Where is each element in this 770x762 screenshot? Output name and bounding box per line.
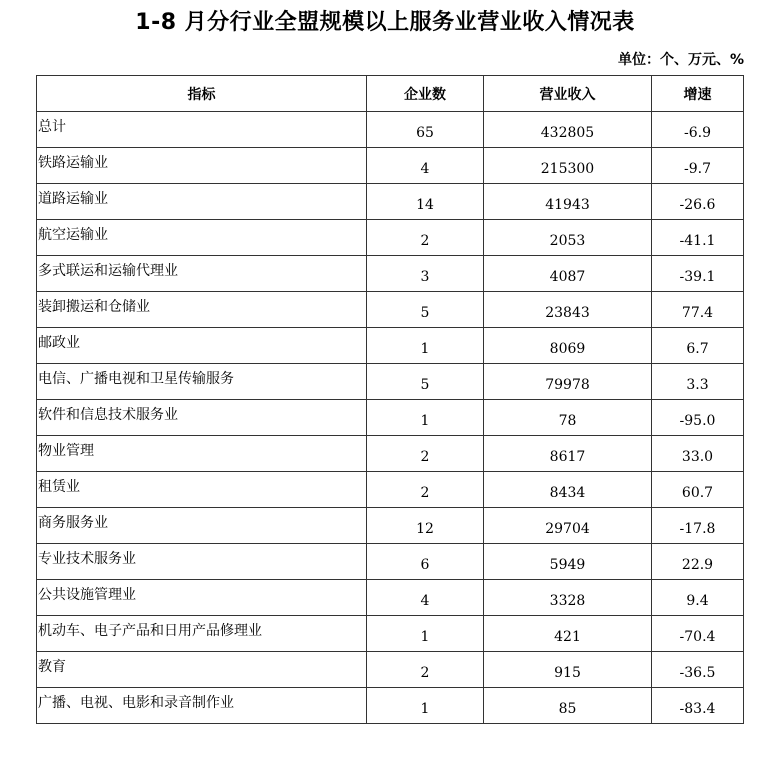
row-growth-cell: -36.5 [652, 652, 744, 688]
row-count-cell: 14 [367, 184, 484, 220]
table-row [37, 112, 744, 148]
page-title: 1-8 月分行业全盟规模以上服务业营业收入情况表 [135, 10, 635, 35]
header-row [37, 76, 744, 112]
row-name-cell: 物业管理 [37, 436, 367, 472]
row-name-cell: 航空运输业 [37, 220, 367, 256]
row-count-cell: 5 [367, 292, 484, 328]
row-name-cell: 专业技术服务业 [37, 544, 367, 580]
row-count-cell: 5 [367, 364, 484, 400]
row-revenue-cell: 432805 [484, 112, 652, 148]
table-row [37, 256, 744, 292]
row-revenue-cell: 215300 [484, 148, 652, 184]
unit-label: 单位：个、万元、% [617, 52, 744, 68]
row-revenue-cell: 29704 [484, 508, 652, 544]
table-row [37, 400, 744, 436]
row-revenue-cell: 8069 [484, 328, 652, 364]
row-revenue-cell: 8617 [484, 436, 652, 472]
row-count-cell: 65 [367, 112, 484, 148]
row-name-cell: 装卸搬运和仓储业 [37, 292, 367, 328]
table-row [37, 220, 744, 256]
row-growth-cell: -17.8 [652, 508, 744, 544]
row-growth-cell: -70.4 [652, 616, 744, 652]
table-body [37, 112, 744, 724]
row-count-cell: 1 [367, 328, 484, 364]
row-count-cell: 3 [367, 256, 484, 292]
row-name-cell: 总计 [37, 112, 367, 148]
row-growth-cell: 77.4 [652, 292, 744, 328]
row-name-cell: 商务服务业 [37, 508, 367, 544]
row-revenue-cell: 85 [484, 688, 652, 724]
row-name-cell: 软件和信息技术服务业 [37, 400, 367, 436]
row-revenue-cell: 421 [484, 616, 652, 652]
row-growth-cell: 60.7 [652, 472, 744, 508]
row-revenue-cell: 915 [484, 652, 652, 688]
table-row [37, 328, 744, 364]
row-growth-cell: -26.6 [652, 184, 744, 220]
table-row [37, 544, 744, 580]
row-name-cell: 广播、电视、电影和录音制作业 [37, 688, 367, 724]
header-revenue: 营业收入 [484, 76, 652, 112]
row-revenue-cell: 79978 [484, 364, 652, 400]
row-revenue-cell: 78 [484, 400, 652, 436]
row-count-cell: 4 [367, 580, 484, 616]
row-growth-cell: -83.4 [652, 688, 744, 724]
row-name-cell: 租赁业 [37, 472, 367, 508]
row-growth-cell: 22.9 [652, 544, 744, 580]
table-row [37, 688, 744, 724]
row-count-cell: 2 [367, 652, 484, 688]
row-count-cell: 4 [367, 148, 484, 184]
row-count-cell: 2 [367, 220, 484, 256]
row-name-cell: 多式联运和运输代理业 [37, 256, 367, 292]
table-row [37, 652, 744, 688]
row-growth-cell: 6.7 [652, 328, 744, 364]
table-row [37, 364, 744, 400]
row-growth-cell: -41.1 [652, 220, 744, 256]
row-revenue-cell: 3328 [484, 580, 652, 616]
row-name-cell: 邮政业 [37, 328, 367, 364]
row-revenue-cell: 23843 [484, 292, 652, 328]
row-growth-cell: 33.0 [652, 436, 744, 472]
header-company-count: 企业数 [367, 76, 484, 112]
table-row [37, 508, 744, 544]
row-revenue-cell: 2053 [484, 220, 652, 256]
row-count-cell: 2 [367, 472, 484, 508]
row-count-cell: 1 [367, 400, 484, 436]
row-revenue-cell: 8434 [484, 472, 652, 508]
row-name-cell: 道路运输业 [37, 184, 367, 220]
row-growth-cell: -6.9 [652, 112, 744, 148]
row-revenue-cell: 41943 [484, 184, 652, 220]
row-growth-cell: 9.4 [652, 580, 744, 616]
row-name-cell: 机动车、电子产品和日用产品修理业 [37, 616, 367, 652]
header-growth: 增速 [652, 76, 744, 112]
table-row [37, 292, 744, 328]
row-growth-cell: -39.1 [652, 256, 744, 292]
table-row [37, 472, 744, 508]
table-row [37, 148, 744, 184]
row-name-cell: 铁路运输业 [37, 148, 367, 184]
row-growth-cell: -95.0 [652, 400, 744, 436]
revenue-table [36, 75, 744, 724]
table-row [37, 184, 744, 220]
row-growth-cell: 3.3 [652, 364, 744, 400]
row-count-cell: 6 [367, 544, 484, 580]
table-row [37, 580, 744, 616]
table-row [37, 616, 744, 652]
row-revenue-cell: 4087 [484, 256, 652, 292]
row-name-cell: 公共设施管理业 [37, 580, 367, 616]
row-name-cell: 教育 [37, 652, 367, 688]
row-count-cell: 12 [367, 508, 484, 544]
row-growth-cell: -9.7 [652, 148, 744, 184]
row-revenue-cell: 5949 [484, 544, 652, 580]
header-indicator: 指标 [37, 76, 367, 112]
row-name-cell: 电信、广播电视和卫星传输服务 [37, 364, 367, 400]
row-count-cell: 1 [367, 688, 484, 724]
table-header [37, 76, 744, 112]
row-count-cell: 2 [367, 436, 484, 472]
row-count-cell: 1 [367, 616, 484, 652]
table-row [37, 436, 744, 472]
